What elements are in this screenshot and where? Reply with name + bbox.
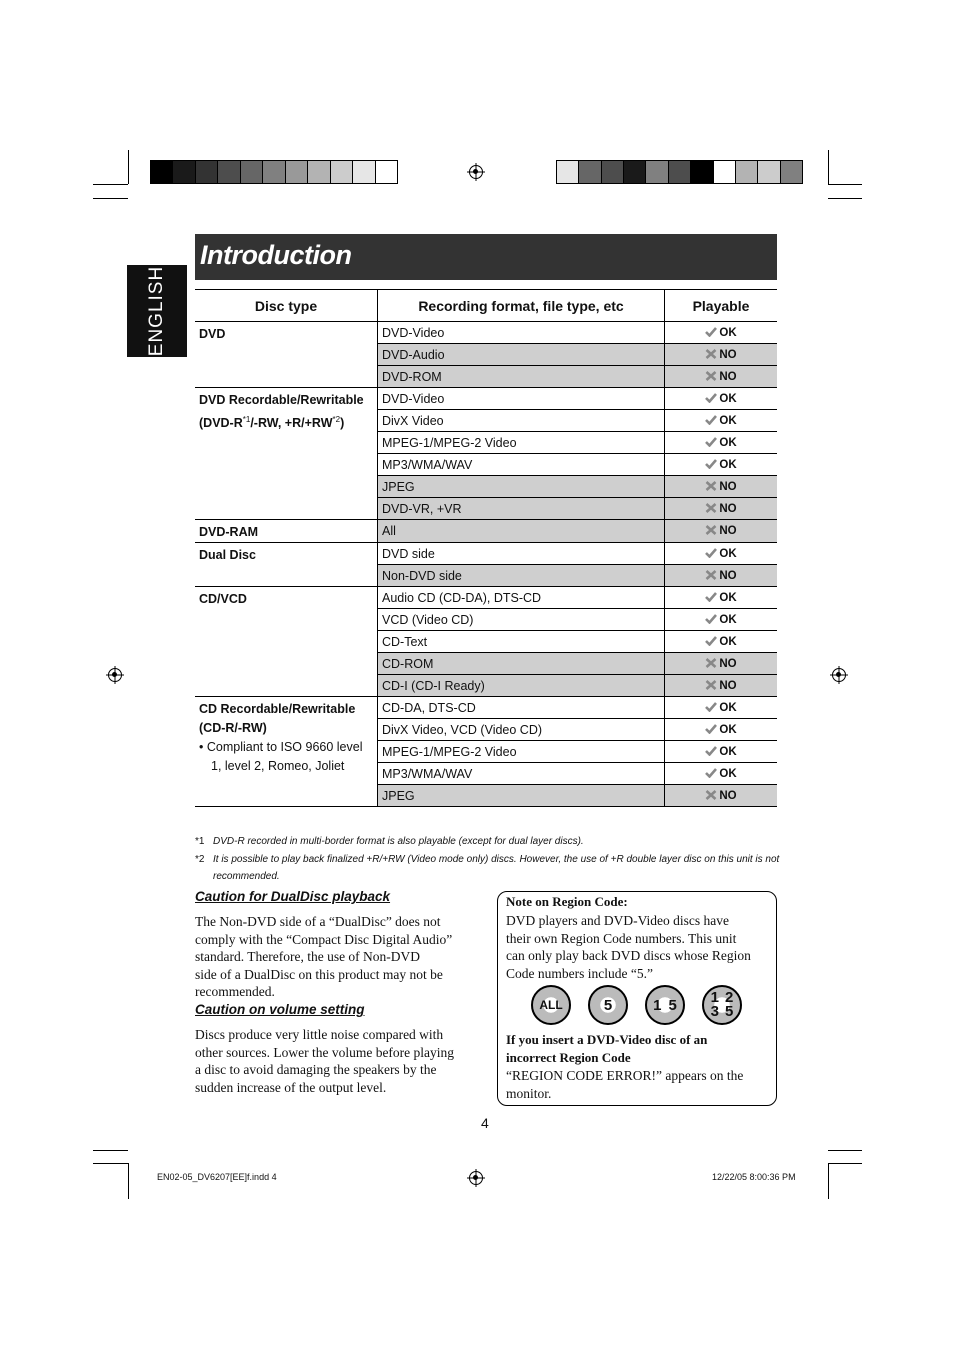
crop-mark: [93, 1150, 128, 1151]
text-line: Code numbers include “5.”: [506, 965, 653, 981]
playable-no-cell: [665, 498, 778, 520]
disc-type-cell: DVD: [195, 322, 378, 388]
footnote-text: DVD-R recorded in multi-border format is also playable (except for dual layer discs).: [213, 836, 584, 847]
color-swatch: [646, 161, 668, 183]
playable-label: OK: [719, 326, 737, 339]
text-line: other sources. Lower the volume before playing: [195, 1044, 455, 1060]
cross-icon: [705, 503, 717, 513]
text-line: DVD players and DVD-Video discs have: [506, 913, 730, 928]
format-cell: CD-Text: [378, 631, 665, 653]
region-5-icon: 5: [588, 985, 628, 1025]
crop-mark: [128, 150, 129, 184]
color-swatch: [308, 161, 330, 183]
registration-mark-icon: [832, 668, 846, 682]
text-line: standard. Therefore, the use of Non-DVD: [195, 949, 421, 964]
color-calibration-bar-right: [556, 160, 803, 184]
footnote-text: It is possible to play back finalized +R/+RW (Video mode only) discs. However, the use of +R double layer disc on this unit is not: [213, 854, 780, 865]
playable-label: OK: [719, 414, 737, 427]
caution-dualdisc-text: [195, 913, 485, 1001]
page-title: Introduction: [200, 240, 352, 270]
cross-icon: [705, 481, 717, 491]
region-all-icon: ALL: [531, 985, 571, 1025]
playable-label: OK: [719, 436, 737, 449]
format-cell: DVD-Video: [378, 322, 665, 344]
color-swatch: [602, 161, 624, 183]
table-row: [195, 697, 777, 719]
disc-compatibility-table: [195, 289, 777, 807]
column-header-playable: Playable: [665, 290, 778, 322]
playable-no-cell: [665, 476, 778, 498]
color-swatch: [781, 161, 802, 183]
check-icon: [705, 393, 717, 403]
check-icon: [705, 459, 717, 469]
text-line: Discs produce very little noise compared with: [195, 1027, 444, 1042]
playable-label: OK: [719, 458, 737, 471]
playable-label: NO: [719, 679, 737, 692]
print-date-info: 12/22/05 8:00:36 PM: [712, 1172, 796, 1182]
caution-volume-text: [195, 1026, 485, 1096]
cross-icon: [705, 658, 717, 668]
playable-label: OK: [719, 767, 737, 780]
disc-type-cell: Dual Disc: [195, 543, 378, 587]
footnote-2-continued: recommended.: [213, 871, 280, 882]
crop-mark: [828, 198, 862, 199]
color-swatch: [331, 161, 353, 183]
format-cell: JPEG: [378, 785, 665, 807]
playable-label: OK: [719, 591, 737, 604]
format-cell: CD-I (CD-I Ready): [378, 675, 665, 697]
registration-mark-icon: [108, 668, 122, 682]
text-line: side of a DualDisc on this product may not be: [195, 966, 443, 982]
registration-mark-icon: [469, 1171, 483, 1185]
check-icon: [705, 724, 717, 734]
table-row: [195, 322, 777, 344]
table-header-row: [195, 290, 777, 322]
check-icon: [705, 548, 717, 558]
playable-no-cell: [665, 366, 778, 388]
page-number: 4: [481, 1115, 489, 1131]
check-icon: [705, 437, 717, 447]
color-swatch: [691, 161, 713, 183]
disc-type-cell: DVD Recordable/Rewritable ($DVD-R^{*1}/-RW$, $+R/+RW^{*2}$): [195, 388, 378, 520]
insert-text-line2: monitor.: [506, 1086, 552, 1101]
crop-mark: [828, 150, 829, 184]
crop-mark: [828, 1163, 862, 1164]
playable-no-cell: [665, 344, 778, 366]
cross-icon: [705, 349, 717, 359]
insert-text-line1: “REGION CODE ERROR!” appears on the: [506, 1068, 744, 1083]
crop-mark: [828, 184, 862, 185]
check-icon: [705, 614, 717, 624]
region-note-text: [506, 912, 771, 982]
format-cell: JPEG: [378, 476, 665, 498]
playable-label: NO: [719, 657, 737, 670]
crop-mark: [128, 1163, 129, 1199]
check-icon: [705, 768, 717, 778]
title-bar: [195, 234, 777, 280]
playable-ok-cell: [665, 609, 778, 631]
text-line: their own Region Code numbers. This unit: [506, 930, 737, 946]
playable-label: OK: [719, 547, 737, 560]
color-swatch: [557, 161, 579, 183]
playable-label: NO: [719, 789, 737, 802]
disc-type-cell: CD/VCD: [195, 587, 378, 697]
region-1-2-3-5-icon: 1 2 3 5: [702, 985, 742, 1025]
crop-mark: [93, 198, 128, 199]
playable-ok-cell: [665, 587, 778, 609]
playable-ok-cell: [665, 631, 778, 653]
text-line: sudden increase of the output level.: [195, 1079, 387, 1095]
color-swatch: [151, 161, 173, 183]
playable-label: NO: [719, 525, 737, 537]
playable-ok-cell: [665, 410, 778, 432]
text-line: comply with the “Compact Disc Digital Audio”: [195, 931, 453, 947]
color-swatch: [353, 161, 375, 183]
text-line: recommended.: [195, 984, 275, 999]
playable-label: OK: [719, 613, 737, 626]
color-swatch: [579, 161, 601, 183]
table-row: [195, 388, 777, 410]
playable-no-cell: [665, 565, 778, 587]
table-row: [195, 543, 777, 565]
playable-ok-cell: [665, 543, 778, 565]
column-header-format: Recording format, file type, etc: [378, 290, 665, 322]
color-swatch: [669, 161, 691, 183]
footnote-marker: *2: [195, 854, 205, 865]
playable-no-cell: [665, 520, 778, 543]
format-cell: MP3/WMA/WAV: [378, 454, 665, 476]
format-cell: DivX Video, VCD (Video CD): [378, 719, 665, 741]
color-calibration-bar-left: [150, 160, 398, 184]
cross-icon: [705, 570, 717, 580]
cross-icon: [705, 525, 717, 535]
disc-type-cell: CD Recordable/Rewritable (CD-R/-RW) • Compliant to ISO 9660 level 1, level 2, Romeo, Joliet: [195, 697, 378, 807]
region-1-5-icon: 1 5: [645, 985, 685, 1025]
color-swatch: [758, 161, 780, 183]
playable-ok-cell: [665, 388, 778, 410]
format-cell: Audio CD (CD-DA), DTS-CD: [378, 587, 665, 609]
color-swatch: [286, 161, 308, 183]
playable-ok-cell: [665, 322, 778, 344]
check-icon: [705, 592, 717, 602]
text-line: a disc to avoid damaging the speakers by the: [195, 1062, 437, 1077]
crop-mark: [828, 1150, 862, 1151]
format-cell: CD-ROM: [378, 653, 665, 675]
playable-label: OK: [719, 635, 737, 648]
playable-label: OK: [719, 392, 737, 405]
playable-label: OK: [719, 701, 737, 714]
format-cell: MP3/WMA/WAV: [378, 763, 665, 785]
text-line: can only play back DVD discs whose Region: [506, 948, 751, 963]
check-icon: [705, 746, 717, 756]
cross-icon: [705, 371, 717, 381]
print-file-info: EN02-05_DV6207[EE]f.indd 4: [157, 1172, 277, 1182]
caution-volume-heading: Caution on volume setting: [195, 1002, 365, 1017]
playable-label: NO: [719, 348, 737, 361]
format-cell: MPEG-1/MPEG-2 Video: [378, 741, 665, 763]
region-note-heading: Note on Region Code:: [506, 894, 628, 909]
color-swatch: [173, 161, 195, 183]
format-cell: DVD-Video: [378, 388, 665, 410]
playable-ok-cell: [665, 454, 778, 476]
color-swatch: [736, 161, 758, 183]
language-tab: [127, 265, 187, 357]
color-swatch: [241, 161, 263, 183]
language-tab-label: ENGLISH: [146, 265, 167, 357]
cross-icon: [705, 790, 717, 800]
color-swatch: [376, 161, 397, 183]
check-icon: [705, 327, 717, 337]
playable-ok-cell: [665, 697, 778, 719]
format-cell: DVD-VR, +VR: [378, 498, 665, 520]
format-cell: MPEG-1/MPEG-2 Video: [378, 432, 665, 454]
registration-mark-icon: [469, 165, 483, 179]
playable-ok-cell: [665, 741, 778, 763]
insert-heading-line2: incorrect Region Code: [506, 1050, 631, 1065]
column-header-disc-type: Disc type: [195, 290, 378, 322]
color-swatch: [196, 161, 218, 183]
playable-label: NO: [719, 569, 737, 582]
playable-label: NO: [719, 370, 737, 383]
color-swatch: [263, 161, 285, 183]
format-cell: DVD-Audio: [378, 344, 665, 366]
table-row: [195, 587, 777, 609]
format-cell: VCD (Video CD): [378, 609, 665, 631]
playable-label: OK: [719, 745, 737, 758]
region-code-icons: [531, 985, 742, 1025]
color-swatch: [714, 161, 736, 183]
playable-no-cell: [665, 675, 778, 697]
insert-heading-line1: If you insert a DVD-Video disc of an: [506, 1032, 708, 1047]
footnote-marker: *1: [195, 836, 205, 847]
cross-icon: [705, 680, 717, 690]
crop-mark: [93, 184, 128, 185]
playable-label: OK: [719, 723, 737, 736]
format-cell: Non-DVD side: [378, 565, 665, 587]
format-cell: DivX Video: [378, 410, 665, 432]
format-cell: CD-DA, DTS-CD: [378, 697, 665, 719]
playable-no-cell: [665, 785, 778, 807]
text-line: The Non-DVD side of a “DualDisc” does not: [195, 914, 441, 929]
playable-ok-cell: [665, 719, 778, 741]
disc-type-cell: DVD-RAM: [195, 520, 378, 543]
format-cell: DVD side: [378, 543, 665, 565]
table-row: [195, 520, 777, 543]
color-swatch: [624, 161, 646, 183]
crop-mark: [828, 1163, 829, 1199]
color-swatch: [218, 161, 240, 183]
format-cell: DVD-ROM: [378, 366, 665, 388]
check-icon: [705, 415, 717, 425]
check-icon: [705, 636, 717, 646]
playable-label: NO: [719, 480, 737, 493]
playable-label: NO: [719, 502, 737, 515]
check-icon: [705, 702, 717, 712]
playable-no-cell: [665, 653, 778, 675]
crop-mark: [93, 1163, 128, 1164]
caution-dualdisc-heading: Caution for DualDisc playback: [195, 889, 391, 904]
format-cell: All: [378, 520, 665, 543]
playable-ok-cell: [665, 432, 778, 454]
playable-ok-cell: [665, 763, 778, 785]
